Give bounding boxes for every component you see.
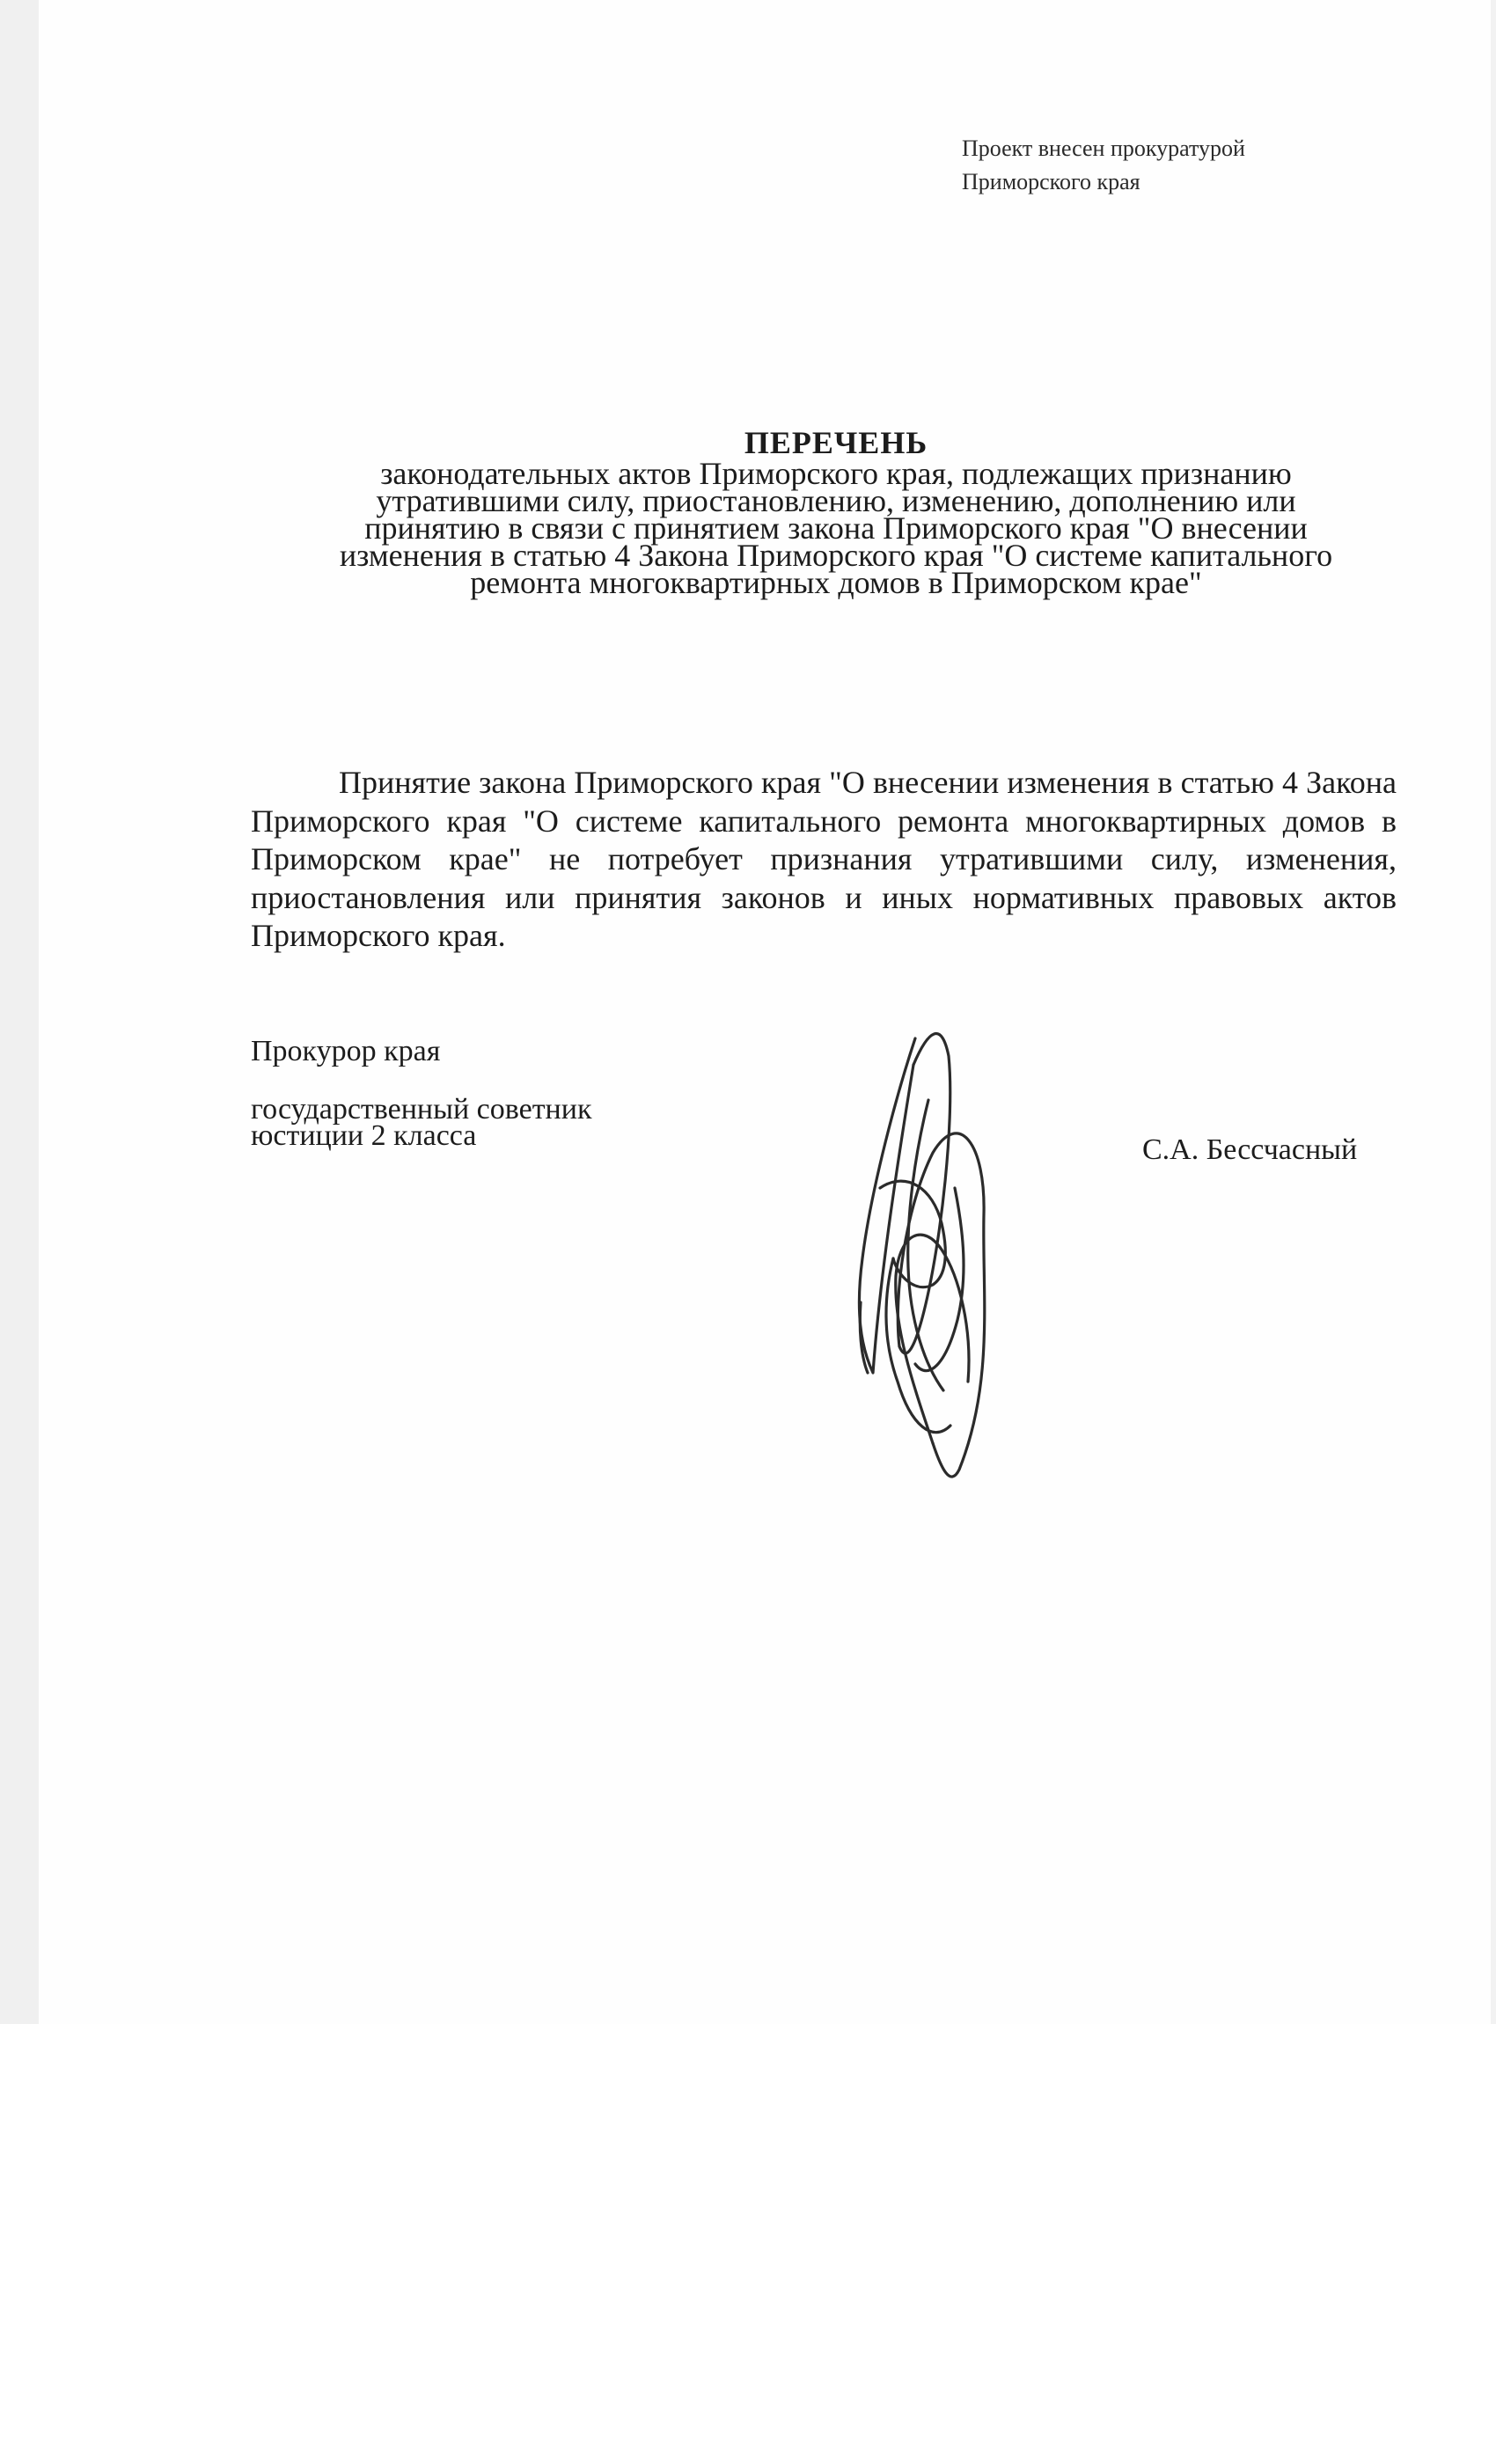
- title-block: [264, 425, 1408, 600]
- document-title: ПЕРЕЧЕНЬ: [744, 425, 928, 460]
- signer-rank-line-2: юстиции 2 класса: [251, 1119, 477, 1152]
- document-subtitle: [264, 456, 1408, 600]
- project-note-line-1: Проект внесен прокуратурой: [962, 136, 1245, 161]
- signature-block: [251, 1035, 592, 1152]
- subtitle-line: ремонта многоквартирных домов в Приморском крае": [470, 565, 1202, 600]
- subtitle-line: изменения в статью 4 Закона Приморского края "О системе капитального: [339, 538, 1333, 573]
- handwritten-signature: [845, 1012, 1012, 1487]
- signer-name: С.А. Бессчасный: [1142, 1133, 1358, 1166]
- scan-edge-right: [1491, 0, 1496, 2024]
- subtitle-line: утратившими силу, приостановлению, изменению, дополнению или: [376, 483, 1296, 518]
- scan-edge-left: [0, 0, 39, 2024]
- subtitle-line: законодательных актов Приморского края, подлежащих признанию: [380, 456, 1292, 491]
- body-paragraph: Принятие закона Приморского края "О внесении изменения в статью 4 Закона Приморского края "О системе капитального ремонта многоквартирных домов в Приморском крае" не потребует признания утратившими силу, изменения, приостановления или принятия законов и иных нормативных правовых актов Приморского края.: [251, 765, 1397, 953]
- signer-rank-line-1: государственный советник: [251, 1093, 592, 1126]
- subtitle-line: принятию в связи с принятием закона Приморского края "О внесении: [364, 510, 1308, 546]
- project-note-line-2: Приморского края: [962, 169, 1140, 194]
- document-page: [39, 0, 1491, 2024]
- project-note: [962, 132, 1245, 199]
- signer-rank: [251, 1093, 592, 1152]
- signer-position: Прокурор края: [251, 1035, 441, 1067]
